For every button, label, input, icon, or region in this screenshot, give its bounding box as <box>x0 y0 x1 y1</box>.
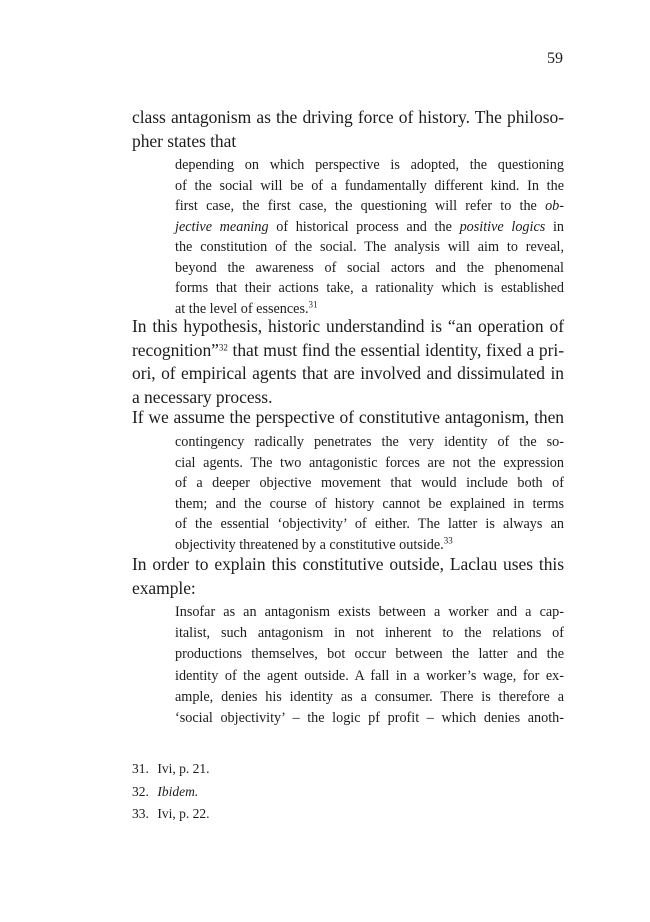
quote-line: of the essential ‘objectivity’ of either. The latter is always an <box>175 516 564 532</box>
quote-line: italist, such antagonism in not inherent to the relations of <box>175 625 564 642</box>
text-line: example: <box>132 577 196 598</box>
text-fragment: first case, the first case, the questioning will refer to the <box>175 198 546 214</box>
italic-fragment: ob- <box>545 198 564 214</box>
quote-line: depending on which perspective is adopted, the questioning <box>175 157 564 173</box>
footnotes <box>132 758 564 826</box>
footnote-reference[interactable]: 31 <box>308 298 318 309</box>
footnote <box>132 758 564 781</box>
quote-line: forms that their actions take, a rationality which is established <box>175 280 564 296</box>
text-line: pher states that <box>132 130 237 151</box>
footnote-reference[interactable]: 32 <box>218 341 228 352</box>
text-line: In this hypothesis, historic understandind is “an operation of <box>132 316 564 336</box>
text-line: a necessary process. <box>132 386 273 407</box>
italic-fragment: jective meaning <box>175 218 269 235</box>
quote-line <box>175 217 564 238</box>
quote-line: ‘social objectivity’ – the logic pf profit – which denies anoth- <box>175 710 564 727</box>
text-line: If we assume the perspective of constitutive antagonism, then <box>132 407 564 427</box>
quote-line: productions themselves, bot occur between the latter and the <box>175 646 564 663</box>
page-number: 59 <box>547 50 563 67</box>
body-paragraph <box>132 553 564 600</box>
quote-line: of a deeper objective movement that would include both of <box>175 475 564 491</box>
quote-line: ample, denies his identity as a consumer. There is therefore a <box>175 688 564 705</box>
footnote-text: Ivi, p. 21. <box>157 761 210 776</box>
body-paragraph <box>132 315 564 409</box>
footnote <box>132 803 564 826</box>
text-line: ori, of empirical agents that are involved and dissimulated in <box>132 363 564 383</box>
text-line <box>132 339 564 363</box>
quote-line: identity of the agent outside. A fall in a worker’s wage, for ex- <box>175 667 564 684</box>
footnote-text: Ivi, p. 22. <box>157 806 210 821</box>
block-quote <box>175 432 564 555</box>
block-quote <box>175 155 564 319</box>
footnote-reference[interactable]: 33 <box>443 534 453 545</box>
quote-line: beyond the awareness of social actors and the phenomenal <box>175 259 564 276</box>
text-line: In order to explain this constitutive outside, Laclau uses this <box>132 554 564 574</box>
block-quote <box>175 602 564 729</box>
quote-line: contingency radically penetrates the very identity of the so- <box>175 434 564 450</box>
text-fragment: at the level of essences. <box>175 300 309 317</box>
italic-fragment: positive logics <box>459 218 546 235</box>
quote-line: the constitution of the social. The analysis will aim to reveal, <box>175 239 564 255</box>
footnote-text: Ibidem. <box>157 783 199 799</box>
text-line: class antagonism as the driving force of history. The philoso- <box>132 107 564 127</box>
text-fragment: of historical process and the <box>268 218 460 235</box>
quote-line: cial agents. The two antagonistic forces are not the expression <box>175 454 564 471</box>
quote-line <box>175 535 564 556</box>
quote-line: of the social will be of a fundamentally different kind. In the <box>175 177 564 194</box>
text-fragment: recognition” <box>132 339 219 360</box>
text-fragment: that must find the essential identity, fixed a pri- <box>227 339 564 360</box>
footnote <box>132 781 564 804</box>
footnote-number: 33. <box>132 806 149 821</box>
quote-line <box>175 196 564 217</box>
body-paragraph <box>132 106 564 153</box>
quote-line: them; and the course of history cannot be explained in terms <box>175 495 564 512</box>
footnote-number: 32. <box>132 783 149 799</box>
body-paragraph <box>132 406 564 430</box>
text-fragment: in <box>545 218 564 235</box>
quote-line: Insofar as an antagonism exists between a worker and a cap- <box>175 604 564 620</box>
text-fragment: objectivity threatened by a constitutive outside. <box>175 536 444 553</box>
footnote-number: 31. <box>132 761 149 776</box>
